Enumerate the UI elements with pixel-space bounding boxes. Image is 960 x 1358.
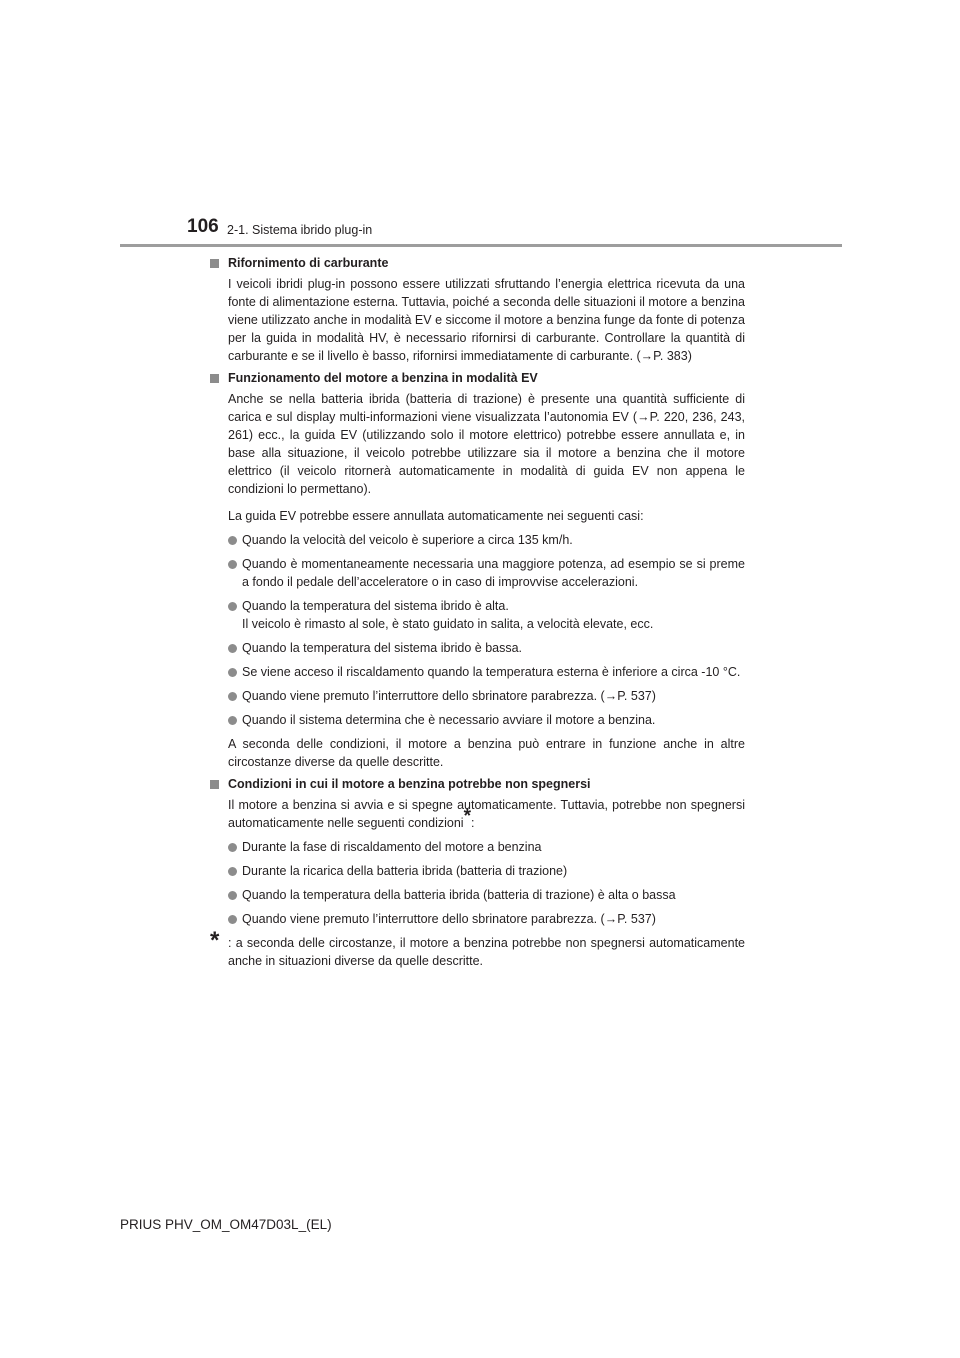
footnote	[210, 927, 745, 970]
section-heading-ev-mode	[210, 369, 745, 387]
list-item: Quando la temperatura della batteria ibrida (batteria di trazione) è alta o bassa	[210, 886, 745, 904]
asterisk-footnote-marker: *	[463, 806, 471, 827]
heading-text: Rifornimento di carburante	[228, 256, 389, 270]
circle-bullet-icon	[228, 602, 237, 611]
circle-bullet-icon	[228, 915, 237, 924]
paragraph: La guida EV potrebbe essere annullata automaticamente nei seguenti casi:	[228, 509, 644, 523]
circle-bullet-icon	[228, 668, 237, 677]
section-title: 2-1. Sistema ibrido plug-in	[227, 223, 373, 237]
list-item: Quando il sistema determina che è necessario avviare il motore a benzina.	[210, 711, 745, 729]
heading-text: Condizioni in cui il motore a benzina potrebbe non spegnersi	[228, 777, 591, 791]
square-bullet-icon	[210, 780, 219, 789]
circle-bullet-icon	[228, 644, 237, 653]
list-item: Durante la fase di riscaldamento del motore a benzina	[210, 838, 745, 856]
asterisk-footnote-marker: *	[210, 927, 220, 954]
section-heading-refueling	[210, 254, 745, 272]
circle-bullet-icon	[228, 560, 237, 569]
heading-text: Funzionamento del motore a benzina in modalità EV	[228, 371, 538, 385]
list-item: Quando la velocità del veicolo è superiore a circa 135 km/h.	[210, 531, 745, 549]
list-item: Quando è momentaneamente necessaria una maggiore potenza, ad esempio se si preme a fondo il pedale dell’acceleratore o in caso di improvvise accelerazioni.	[210, 555, 745, 591]
section-heading-engine-not-stopping	[210, 775, 745, 793]
square-bullet-icon	[210, 374, 219, 383]
circle-bullet-icon	[228, 843, 237, 852]
circle-bullet-icon	[228, 716, 237, 725]
paragraph: A seconda delle condizioni, il motore a benzina può entrare in funzione anche in altre circostanze diverse da quelle descritte.	[228, 737, 745, 769]
list-item: Quando la temperatura del sistema ibrido è alta. Il veicolo è rimasto al sole, è stato guidato in salita, a velocità elevate, ecc.	[210, 597, 745, 633]
square-bullet-icon	[210, 259, 219, 268]
page-number: 106	[187, 216, 219, 237]
circle-bullet-icon	[228, 536, 237, 545]
circle-bullet-icon	[228, 867, 237, 876]
list-item: Durante la ricarica della batteria ibrida (batteria di trazione)	[210, 862, 745, 880]
paragraph: I veicoli ibridi plug-in possono essere utilizzati sfruttando l’energia elettrica ricevuta da una fonte di alimentazione esterna. Tuttavia, poiché a seconda delle situazioni il motore a benzina viene utilizzato anche in modalità EV e siccome il motore a benzina funge da fonte di potenza per la guida in modalità HV, è necessario rifornirsi di carburante. Controllare la quantità di carburante e se il livello è basso, rifornirsi immediatamente di carburante. (→P. 383)	[228, 277, 745, 363]
paragraph: Anche se nella batteria ibrida (batteria di trazione) è presente una quantità sufficiente di carica e sul display multi-informazioni viene visualizzata l’autonomia EV (→P. 220, 236, 243, 261) ecc., la guida EV (utilizzando solo il motore elettrico) potrebbe essere annullata e, in base alla situazione, il veicolo potrebbe utilizzare sia il motore a benzina che il motore elettrico (il veicolo ritornerà automaticamente in modalità di guida EV non appena le condizioni lo permettano).	[228, 392, 745, 496]
list-item: Quando la temperatura del sistema ibrido è bassa.	[210, 639, 745, 657]
circle-bullet-icon	[228, 692, 237, 701]
header-divider	[120, 244, 842, 247]
list-item: Se viene acceso il riscaldamento quando la temperatura esterna è inferiore a circa -10 °C.	[210, 663, 745, 681]
paragraph: Il motore a benzina si avvia e si spegne automaticamente. Tuttavia, potrebbe non spegnersi automaticamente nelle seguenti condizioni*:	[228, 798, 745, 830]
list-item: Quando viene premuto l’interruttore dello sbrinatore parabrezza. (→P. 537)	[210, 910, 745, 928]
list-item: Quando viene premuto l’interruttore dello sbrinatore parabrezza. (→P. 537)	[210, 687, 745, 705]
footnote-text: : a seconda delle circostanze, il motore a benzina potrebbe non spegnersi automaticamente anche in situazioni diverse da quelle descritte.	[228, 936, 745, 968]
circle-bullet-icon	[228, 891, 237, 900]
document-code: PRIUS PHV_OM_OM47D03L_(EL)	[120, 1217, 332, 1232]
page-content	[210, 254, 745, 970]
